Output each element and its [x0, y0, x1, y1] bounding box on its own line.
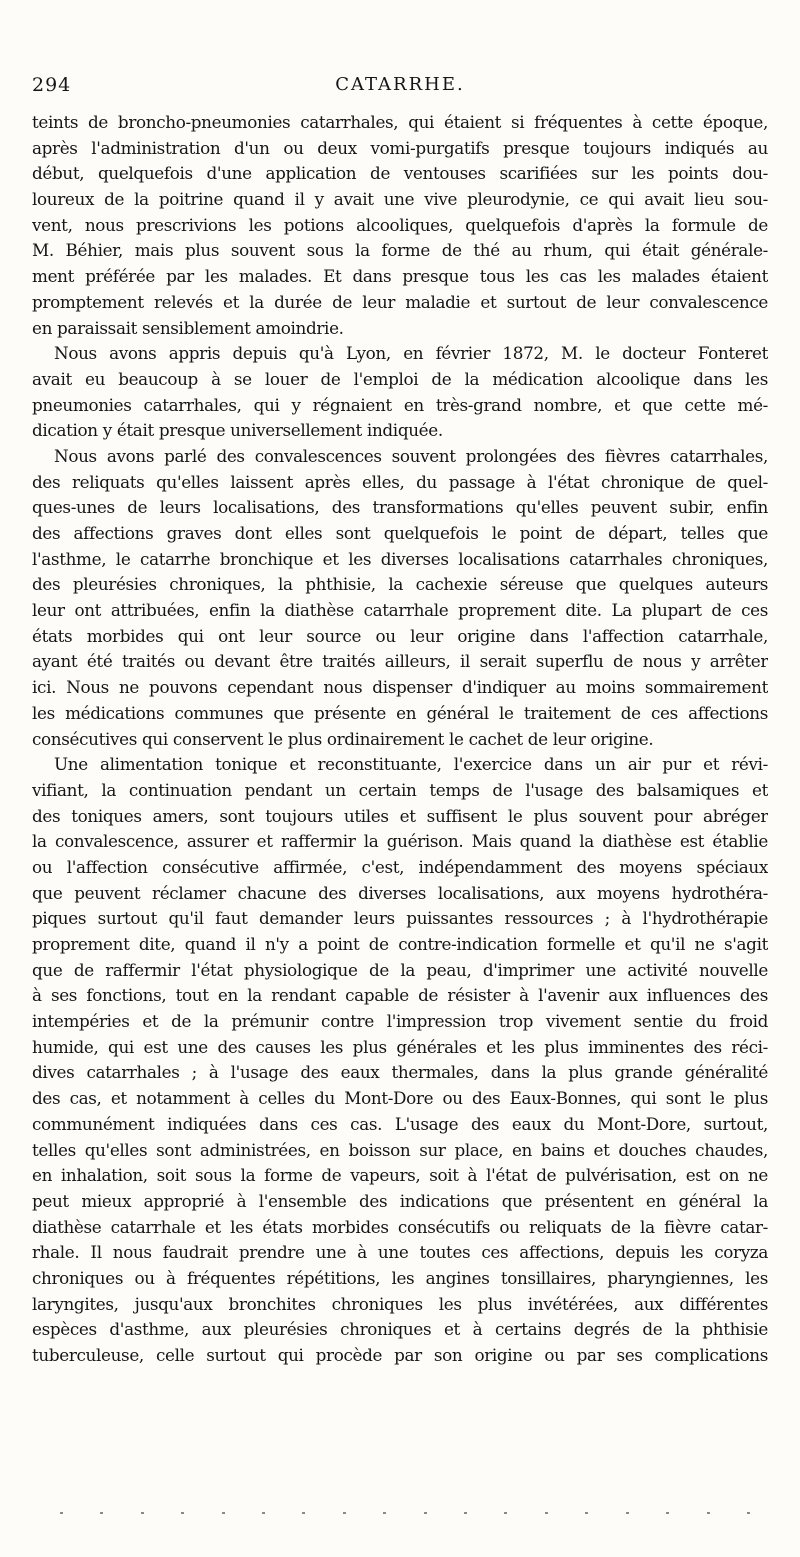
text-line: rhale. Il nous faudrait prendre une à une toutes ces affections, depuis les coryza	[32, 1242, 768, 1263]
bleed-mark	[464, 1512, 467, 1514]
running-title: CATARRHE.	[335, 74, 465, 95]
text-line: après l'administration d'un ou deux vomi-purgatifs presque toujours indiqués au	[32, 137, 768, 158]
text-line: dication y était presque universellement indiquée.	[32, 420, 443, 441]
text-line: à ses fonctions, tout en la rendant capable de résister à l'avenir aux influences des	[32, 985, 768, 1006]
text-line: humide, qui est une des causes les plus générales et les plus imminentes des réci-	[32, 1036, 768, 1057]
text-line: diathèse catarrhale et les états morbides consécutifs ou reliquats de la fièvre catar-	[32, 1216, 768, 1237]
bleed-mark	[222, 1512, 225, 1514]
text-line: dives catarrhales ; à l'usage des eaux thermales, dans la plus grande généralité	[32, 1062, 768, 1083]
text-line: début, quelquefois d'une application de ventouses scarifiées sur les points dou-	[32, 163, 768, 184]
body-text	[32, 110, 768, 1369]
bleed-mark	[545, 1512, 548, 1514]
text-line: tuberculeuse, celle surtout qui procède par son origine ou par ses complications	[32, 1345, 768, 1365]
bleed-mark	[181, 1512, 184, 1514]
text-line: teints de broncho-pneumonies catarrhales, qui étaient si fréquentes à cette époque,	[32, 112, 768, 132]
text-line: la convalescence, assurer et raffermir la guérison. Mais quand la diathèse est établie	[32, 831, 768, 852]
bleed-mark	[585, 1512, 588, 1514]
text-line: Nous avons appris depuis qu'à Lyon, en février 1872, M. le docteur Fonteret	[54, 343, 768, 364]
text-line: telles qu'elles sont administrées, en boisson sur place, en bains et douches chaudes,	[32, 1139, 768, 1160]
bleed-mark	[504, 1512, 507, 1514]
bleed-mark	[262, 1512, 265, 1514]
bleed-mark	[60, 1512, 63, 1514]
text-line: des affections graves dont elles sont quelquefois le point de départ, telles que	[32, 523, 768, 543]
bleed-mark	[343, 1512, 346, 1514]
text-line: Nous avons parlé des convalescences souvent prolongées des fièvres catarrhales,	[54, 445, 768, 466]
text-line: états morbides qui ont leur source ou leur origine dans l'affection catarrhale,	[32, 625, 768, 646]
text-line: proprement dite, quand il n'y a point de contre-indication formelle et qu'il ne s'agit	[32, 934, 768, 954]
bleed-mark	[383, 1512, 386, 1514]
text-line: vent, nous prescrivions les potions alcooliques, quelquefois d'après la formule de	[32, 214, 768, 235]
page-number: 294	[32, 74, 72, 96]
text-line: pneumonies catarrhales, qui y régnaient en très-grand nombre, et que cette mé-	[32, 394, 768, 415]
text-line: piques surtout qu'il faut demander leurs puissantes ressources ; à l'hydrothérapie	[32, 908, 768, 929]
text-line: ici. Nous ne pouvons cependant nous dispenser d'indiquer au moins sommairement	[32, 677, 768, 698]
text-line: espèces d'asthme, aux pleurésies chroniques et à certains degrés de la phthisie	[32, 1319, 768, 1340]
text-line: chroniques ou à fréquentes répétitions, les angines tonsillaires, pharyngiennes, les	[32, 1267, 768, 1288]
text-line: des toniques amers, sont toujours utiles et suffisent le plus souvent pour abréger	[32, 805, 768, 826]
text-line: des cas, et notamment à celles du Mont-Dore ou des Eaux-Bonnes, qui sont le plus	[32, 1088, 768, 1109]
text-line: que peuvent réclamer chacune des diverses localisations, aux moyens hydrothéra-	[32, 882, 768, 903]
bleed-mark	[424, 1512, 427, 1514]
text-line: leur ont attribuées, enfin la diathèse catarrhale proprement dite. La plupart de ces	[32, 600, 768, 621]
text-line: des reliquats qu'elles laissent après elles, du passage à l'état chronique de quel-	[32, 471, 768, 492]
bleed-mark	[626, 1512, 629, 1514]
text-line: ques-unes de leurs localisations, des transformations qu'elles peuvent subir, enfin	[32, 497, 768, 518]
footer-bleed-marks	[60, 1512, 750, 1522]
text-line: ou l'affection consécutive affirmée, c'est, indépendamment des moyens spéciaux	[32, 856, 768, 877]
text-line: que de raffermir l'état physiologique de la peau, d'imprimer une activité nouvelle	[32, 959, 768, 980]
text-line: intempéries et de la prémunir contre l'impression trop vivement sentie du froid	[32, 1011, 768, 1032]
text-line: avait eu beaucoup à se louer de l'emploi de la médication alcoolique dans les	[32, 368, 768, 389]
text-line: laryngites, jusqu'aux bronchites chroniques les plus invétérées, aux différentes	[32, 1293, 768, 1314]
bleed-mark	[141, 1512, 144, 1514]
text-line: l'asthme, le catarrhe bronchique et les diverses localisations catarrhales chroniques,	[32, 548, 768, 569]
text-line: promptement relevés et la durée de leur maladie et surtout de leur convalescence	[32, 291, 768, 312]
text-line: ment préférée par les malades. Et dans presque tous les cas les malades étaient	[32, 266, 768, 287]
text-line: Une alimentation tonique et reconstituante, l'exercice dans un air pur et révi-	[54, 754, 768, 775]
text-line: peut mieux approprié à l'ensemble des indications que présentent en général la	[32, 1190, 768, 1211]
bleed-mark	[747, 1512, 750, 1514]
text-line: des pleurésies chroniques, la phthisie, la cachexie séreuse que quelques auteurs	[32, 574, 768, 595]
text-line: en inhalation, soit sous la forme de vapeurs, soit à l'état de pulvérisation, est on ne	[32, 1165, 768, 1186]
bleed-mark	[302, 1512, 305, 1514]
bleed-mark	[100, 1512, 103, 1514]
bleed-mark	[707, 1512, 710, 1514]
text-line: loureux de la poitrine quand il y avait une vive pleurodynie, ce qui avait lieu sou-	[32, 189, 768, 210]
text-line: ayant été traités ou devant être traités ailleurs, il serait superflu de nous y arrêter	[32, 651, 768, 672]
text-line: consécutives qui conservent le plus ordinairement le cachet de leur origine.	[32, 728, 654, 749]
text-line: en paraissait sensiblement amoindrie.	[32, 317, 344, 338]
text-line: M. Béhier, mais plus souvent sous la forme de thé au rhum, qui était générale-	[32, 240, 768, 261]
text-line: les médications communes que présente en général le traitement de ces affections	[32, 702, 768, 723]
text-line: vifiant, la continuation pendant un certain temps de l'usage des balsamiques et	[32, 779, 768, 800]
page-header	[32, 74, 768, 104]
bleed-mark	[666, 1512, 669, 1514]
text-line: communément indiquées dans ces cas. L'usage des eaux du Mont-Dore, surtout,	[32, 1113, 768, 1134]
